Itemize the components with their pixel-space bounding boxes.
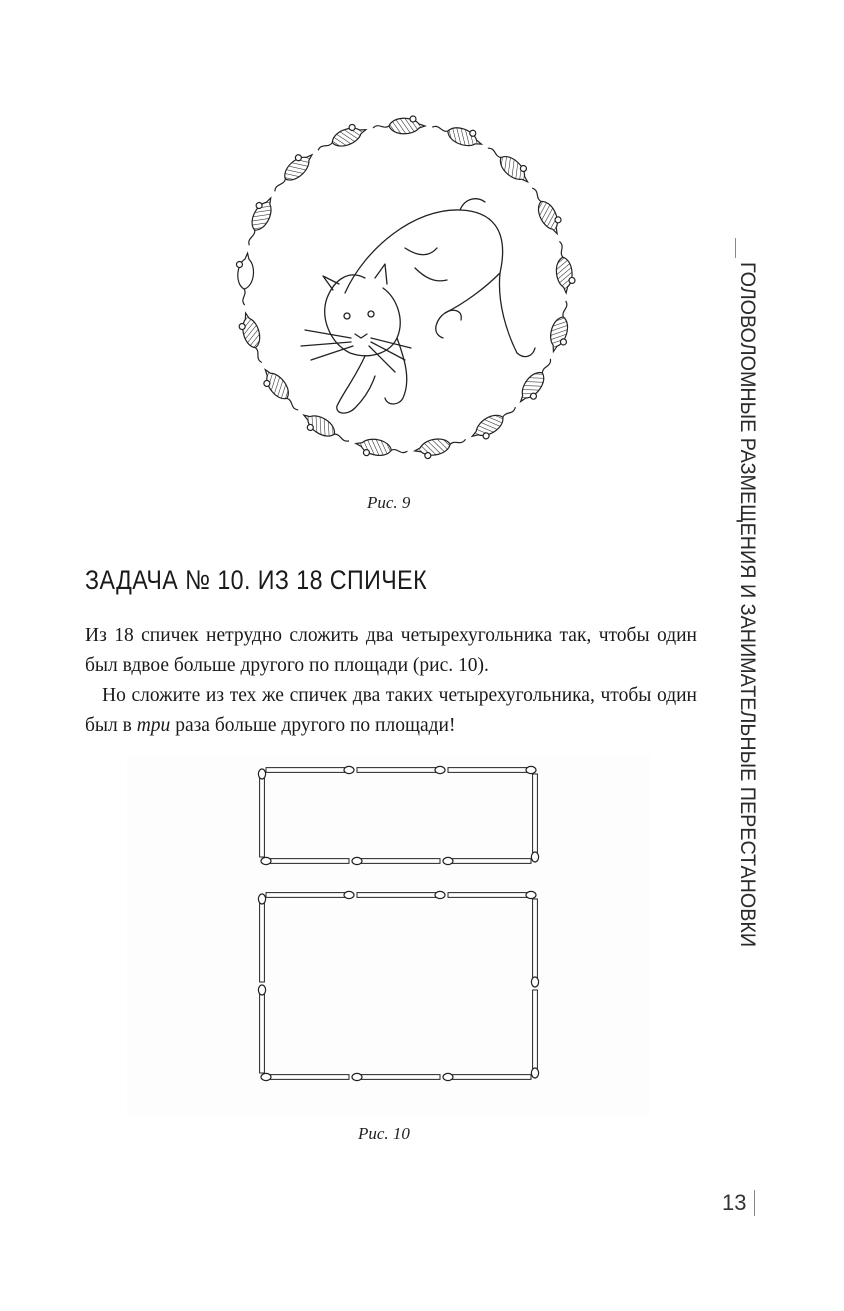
cat-drawing xyxy=(301,199,535,413)
matchstick xyxy=(352,1073,440,1080)
mouse-icon xyxy=(299,409,353,452)
mouse-icon xyxy=(413,434,467,461)
matchstick xyxy=(352,857,440,864)
mouse-icon xyxy=(527,183,566,237)
mouse-icon xyxy=(267,147,317,195)
paragraph-2-start: Но сложите из тех же спичек два таких четырехугольника, чтобы один был в xyxy=(85,685,697,736)
mouse-icon xyxy=(354,436,408,463)
mouse-icon xyxy=(373,116,425,134)
problem-text xyxy=(85,621,697,741)
matchstick xyxy=(448,891,536,898)
matchstick xyxy=(258,894,265,982)
mouse-icon xyxy=(430,116,485,151)
matchstick xyxy=(531,899,538,987)
mice-ring xyxy=(233,116,577,463)
mouse-icon xyxy=(554,240,576,293)
paragraph-2-end: раза больше другого по площади! xyxy=(170,715,456,736)
figure-10-matchsticks xyxy=(250,760,550,1096)
matchstick xyxy=(443,1073,531,1080)
matchstick xyxy=(266,891,354,898)
matchstick xyxy=(531,990,538,1078)
page-number: 13 xyxy=(722,1190,747,1215)
figure-9-caption: Рис. 9 xyxy=(367,493,411,512)
page-number-rule xyxy=(754,1190,755,1216)
mouse-icon xyxy=(546,299,577,354)
sidebar-section-title: ГОЛОВОЛОМНЫЕ РАЗМЕЩЕНИЯ И ЗАНИМАТЕЛЬНЫЕ ПЕРЕСТАНОВКИ xyxy=(736,262,759,948)
figure-10-caption: Рис. 10 xyxy=(358,1124,410,1143)
matchstick xyxy=(357,891,445,898)
matchstick xyxy=(448,766,536,773)
problem-paragraph-2 xyxy=(85,681,697,741)
matchstick xyxy=(266,766,354,773)
problem-paragraph-1: Из 18 спичек нетрудно сложить два четырехугольника так, чтобы один был вдвое больше другого по площади (рис. 10). xyxy=(85,625,697,676)
mouse-icon xyxy=(239,193,278,247)
problem-heading: ЗАДАЧА № 10. ИЗ 18 СПИЧЕК xyxy=(85,565,428,595)
matchstick xyxy=(258,769,265,857)
mouse-icon xyxy=(233,252,255,305)
mouse-icon xyxy=(257,365,303,417)
mouse-icon xyxy=(314,120,369,155)
sidebar-rule xyxy=(735,238,736,258)
matchstick xyxy=(261,1073,349,1080)
matchstick xyxy=(531,774,538,862)
figure-9-illustration xyxy=(215,98,595,473)
emphasis-word: три xyxy=(136,715,171,736)
matchstick xyxy=(261,857,349,864)
mouse-icon xyxy=(236,311,267,366)
mouse-icon xyxy=(484,139,534,187)
mouse-icon xyxy=(468,402,522,445)
matchstick xyxy=(258,985,265,1073)
matchstick xyxy=(357,766,445,773)
matchstick xyxy=(443,857,531,864)
mouse-icon xyxy=(514,355,560,407)
